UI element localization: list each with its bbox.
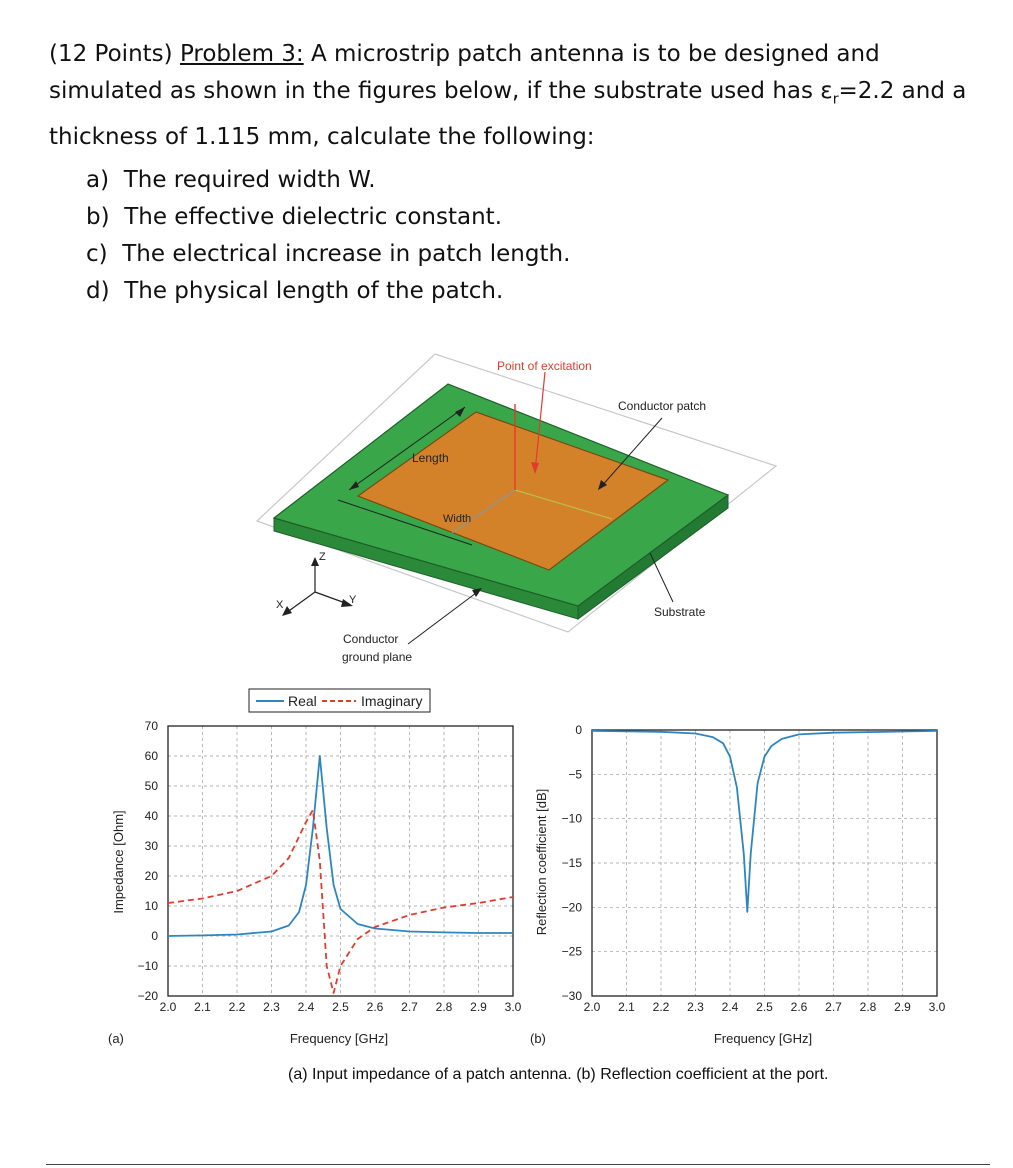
question-marker: c) — [86, 241, 108, 267]
y-axis-title-b: Reflection coefficient [dB] — [534, 788, 549, 936]
x-tick-label: 2.5 — [332, 1000, 349, 1014]
question-marker: a) — [86, 167, 110, 193]
question-text: The physical length of the patch. — [124, 278, 504, 304]
panel-label-b: (b) — [530, 1031, 546, 1046]
x-tick-label: 2.0 — [159, 1000, 177, 1014]
x-tick-label: 2.2 — [652, 1000, 670, 1014]
epsilon-subscript: r — [832, 91, 839, 108]
x-tick-label: 2.8 — [859, 1000, 877, 1014]
y-tick-label: −20 — [561, 900, 582, 915]
y-tick-label: −20 — [137, 989, 158, 1003]
question-text: The effective dielectric constant. — [124, 204, 503, 230]
problem-points: (12 Points) — [49, 41, 173, 67]
problem-text: A microstrip patch antenna is to be designed and simulated as shown in the figures below, if the substrate used has ε — [49, 41, 880, 104]
y-tick-label: 0 — [151, 929, 158, 943]
x-axis-title-a: Frequency [GHz] — [289, 1031, 389, 1046]
axis-z-label: Z — [319, 551, 326, 563]
problem-title: Problem 3: — [179, 41, 304, 67]
axis-y-label: Y — [349, 594, 357, 606]
problem-statement — [49, 36, 969, 156]
x-tick-label: 2.5 — [756, 1000, 773, 1014]
y-tick-label: 30 — [144, 839, 158, 853]
x-tick-label: 2.7 — [401, 1000, 418, 1014]
x-tick-label: 2.9 — [894, 1000, 911, 1014]
y-tick-label: 70 — [144, 719, 158, 733]
width-label: Width — [443, 513, 472, 525]
y-tick-label: −15 — [561, 856, 582, 870]
point-of-excitation-label: Point of excitation — [497, 359, 592, 373]
substrate-pointer — [650, 553, 673, 602]
x-tick-label: 3.0 — [928, 1000, 946, 1014]
question-item — [86, 273, 570, 310]
y-tick-label: −5 — [568, 767, 582, 782]
ground-plane-label: ground plane — [342, 650, 413, 664]
question-list — [86, 162, 570, 310]
x-tick-label: 2.7 — [825, 1000, 842, 1014]
antenna-diagram — [0, 340, 1013, 680]
y-tick-label: 10 — [144, 899, 158, 913]
page-rule — [46, 1164, 990, 1165]
ground-plane-label: Conductor — [343, 632, 399, 646]
x-tick-label: 2.1 — [618, 1000, 635, 1014]
y-tick-label: −10 — [137, 959, 158, 973]
axis-x-label: X — [276, 599, 284, 611]
x-tick-label: 2.3 — [687, 1000, 704, 1014]
figure-caption: (a) Input impedance of a patch antenna. (b) Reflection coefficient at the port. — [288, 1066, 829, 1083]
x-tick-label: 2.4 — [721, 1000, 739, 1014]
x-tick-label: 2.0 — [583, 1000, 601, 1014]
panel-label-a: (a) — [108, 1031, 124, 1046]
y-tick-label: −10 — [561, 811, 582, 826]
chart-impedance — [138, 719, 522, 1014]
x-tick-label: 2.9 — [470, 1000, 487, 1014]
x-tick-label: 2.6 — [790, 1000, 808, 1014]
axis-line — [286, 592, 315, 613]
conductor-patch-label: Conductor patch — [618, 399, 707, 413]
ground-pointer-head — [472, 588, 482, 597]
y-tick-label: 0 — [575, 723, 582, 737]
chart-reflection — [562, 723, 946, 1014]
y-axis-title-a: Impedance [Ohm] — [111, 810, 126, 914]
y-tick-label: 60 — [144, 749, 158, 763]
x-tick-label: 2.3 — [263, 1000, 280, 1014]
x-tick-label: 3.0 — [504, 1000, 522, 1014]
question-item — [86, 162, 570, 199]
question-item — [86, 199, 570, 236]
y-tick-label: −25 — [561, 944, 582, 959]
axis-arrow-head — [311, 557, 319, 566]
question-marker: d) — [86, 278, 110, 304]
x-tick-label: 2.8 — [435, 1000, 453, 1014]
axis-arrow-head — [282, 606, 292, 616]
y-tick-label: 50 — [144, 779, 158, 793]
charts-figure — [0, 680, 1013, 1060]
legend-imaginary-label: Imaginary — [361, 693, 423, 709]
question-text: The electrical increase in patch length. — [122, 241, 571, 267]
y-tick-label: −30 — [561, 989, 582, 1003]
ground-pointer — [408, 590, 480, 644]
x-tick-label: 2.2 — [228, 1000, 246, 1014]
y-tick-label: 20 — [144, 869, 158, 883]
question-marker: b) — [86, 204, 110, 230]
question-item — [86, 236, 570, 273]
problem-text-end: =2.2 and a thickness of 1.115 mm, calculate the following: — [49, 78, 967, 150]
x-tick-label: 2.4 — [297, 1000, 315, 1014]
x-tick-label: 2.6 — [366, 1000, 384, 1014]
legend-real-label: Real — [288, 693, 317, 709]
x-axis-title-b: Frequency [GHz] — [713, 1031, 813, 1046]
length-label: Length — [412, 451, 449, 465]
y-tick-label: 40 — [144, 809, 158, 823]
x-tick-label: 2.1 — [194, 1000, 211, 1014]
substrate-label: Substrate — [654, 605, 706, 619]
question-text: The required width W. — [123, 167, 376, 193]
